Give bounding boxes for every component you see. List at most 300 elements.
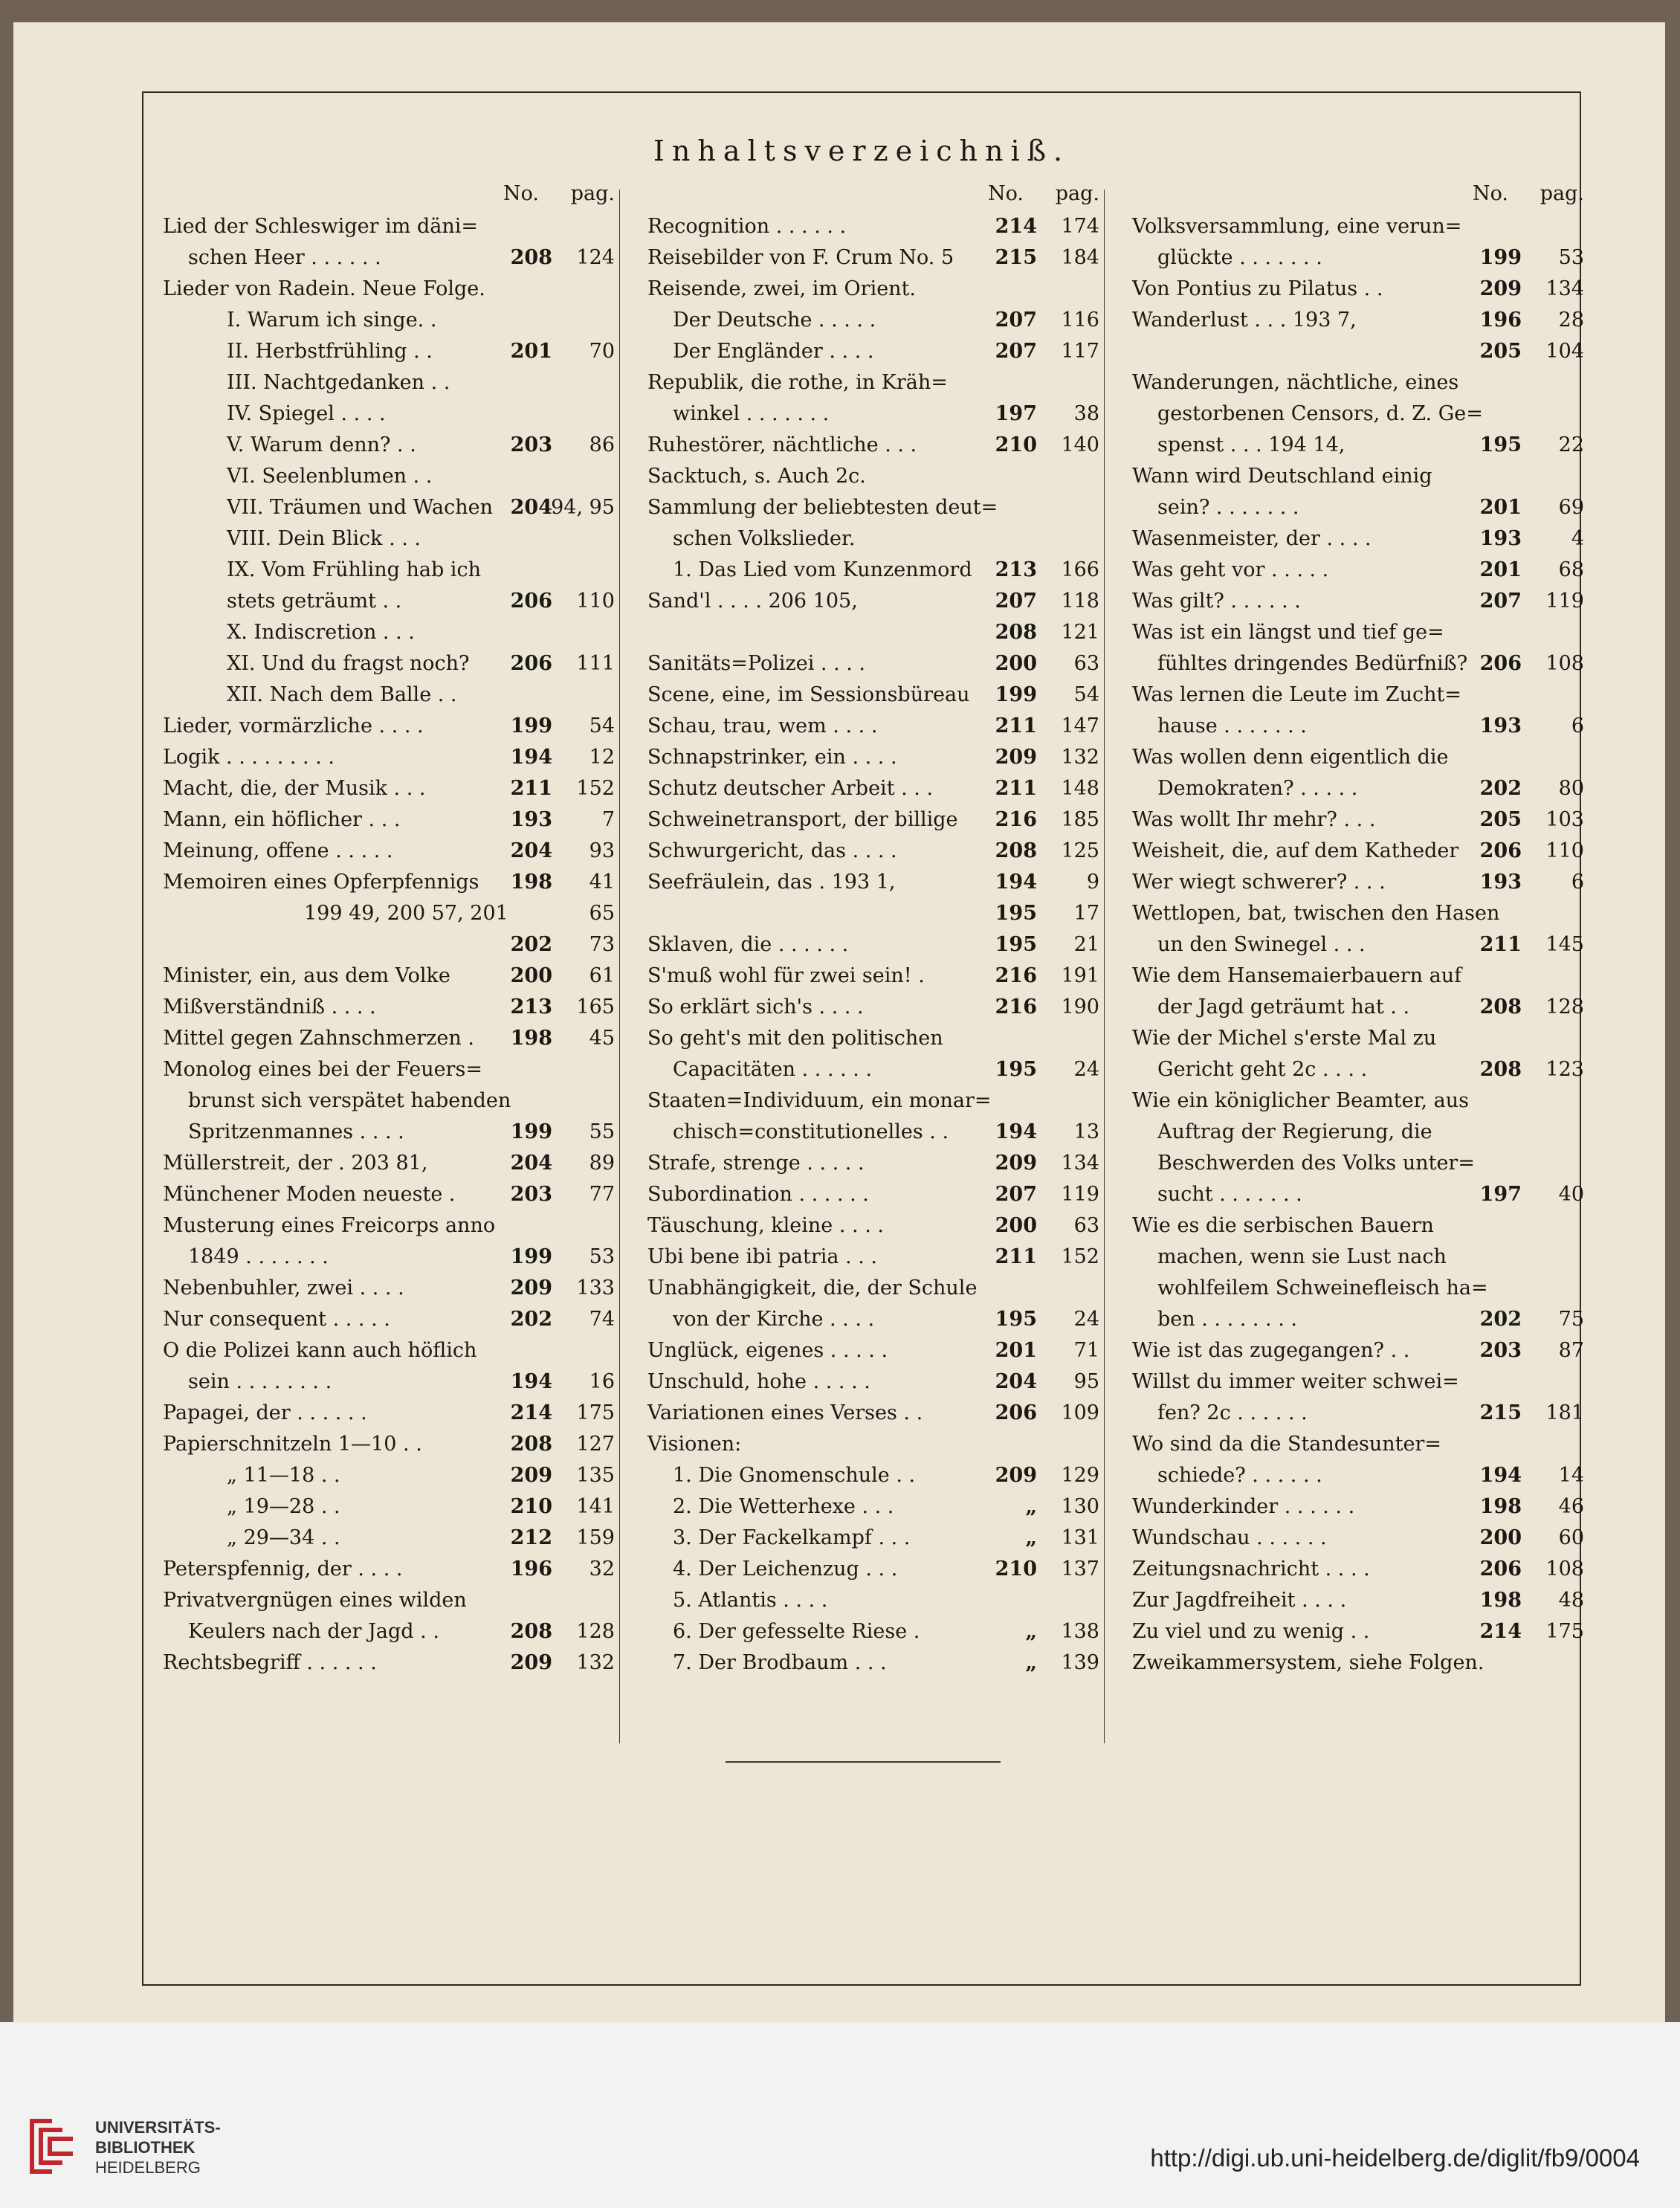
- entry-issue-number: 199: [1479, 246, 1522, 269]
- entry-title: stets geträumt . .: [227, 590, 402, 613]
- entry-page-number: 24: [1073, 1308, 1099, 1331]
- entry-title: Lieder von Radein. Neue Folge.: [163, 277, 485, 300]
- entry-issue-number: 201: [995, 1339, 1037, 1362]
- entry-title: Wer wiegt schwerer? . . .: [1132, 871, 1386, 894]
- index-entry: [1132, 1431, 1584, 1462]
- entry-title: VIII. Dein Blick . . .: [227, 527, 421, 550]
- entry-issue-number: „: [1025, 1620, 1037, 1643]
- entry-page-number: 69: [1558, 496, 1584, 519]
- entry-issue-number: 201: [510, 340, 552, 363]
- entry-page-number: 135: [576, 1464, 615, 1487]
- index-entry: [1132, 557, 1584, 588]
- index-entry: [647, 1556, 1099, 1587]
- entry-issue-number: 206: [510, 652, 552, 675]
- index-entry: [647, 869, 1099, 900]
- index-entry: [163, 463, 615, 494]
- index-entry: [1132, 432, 1584, 463]
- entry-issue-number: 198: [1479, 1589, 1522, 1612]
- entry-title: Visionen:: [647, 1433, 742, 1456]
- entry-title: Wie ist das zugegangen? . .: [1132, 1339, 1410, 1362]
- entry-issue-number: 211: [995, 1245, 1037, 1268]
- index-entry: [163, 1275, 615, 1306]
- index-entry: [1132, 213, 1584, 245]
- entry-title: XI. Und du fragst noch?: [227, 652, 470, 675]
- index-entry: [1132, 1088, 1584, 1119]
- entry-page-number: 137: [1061, 1557, 1099, 1581]
- header-pag: pag.: [1055, 182, 1099, 205]
- index-column-1: [163, 182, 615, 1681]
- entry-title: 5. Atlantis . . . .: [673, 1589, 828, 1612]
- entry-page-number: 134: [1061, 1152, 1099, 1175]
- entry-issue-number: 197: [995, 402, 1037, 425]
- index-column-2: [647, 182, 1099, 1681]
- entry-title: sucht . . . . . . .: [1157, 1183, 1302, 1206]
- index-entry: [163, 588, 615, 619]
- index-entry: [163, 1025, 615, 1056]
- library-name-line: HEIDELBERG: [95, 2158, 201, 2177]
- entry-issue-number: 215: [995, 246, 1037, 269]
- entry-page-number: 41: [589, 871, 615, 894]
- entry-title: 7. Der Brodbaum . . .: [673, 1651, 887, 1674]
- index-entry: [163, 1369, 615, 1400]
- index-entry: [1132, 401, 1584, 432]
- entry-title: Sand'l . . . . 206 105,: [647, 590, 858, 613]
- entry-page-number: 32: [589, 1557, 615, 1581]
- entry-issue-number: 208: [995, 621, 1037, 644]
- entry-page-number: 13: [1073, 1120, 1099, 1143]
- index-entry: [1132, 1275, 1584, 1306]
- entry-issue-number: 196: [510, 1557, 552, 1581]
- entry-title: Schutz deutscher Arbeit . . .: [647, 777, 934, 800]
- index-entry: [163, 1618, 615, 1650]
- entry-page-number: 132: [576, 1651, 615, 1674]
- index-column-3: [1132, 182, 1584, 1681]
- index-entry: [163, 1337, 615, 1369]
- index-entry: [163, 338, 615, 369]
- library-footer: [0, 2022, 1680, 2208]
- index-entry: [1132, 1525, 1584, 1556]
- entry-issue-number: 194: [995, 871, 1037, 894]
- index-entry: [163, 869, 615, 900]
- entry-page-number: 6: [1571, 871, 1584, 894]
- entry-page-number: 103: [1545, 808, 1584, 831]
- entry-title: 6. Der gefesselte Riese .: [673, 1620, 920, 1643]
- index-entry: [163, 651, 615, 682]
- index-entry: [163, 1213, 615, 1244]
- index-entry: [1132, 369, 1584, 401]
- entry-page-number: 165: [576, 995, 615, 1019]
- entry-issue-number: 198: [510, 1027, 552, 1050]
- index-entry: [647, 588, 1099, 619]
- index-entry: [647, 1181, 1099, 1213]
- entry-page-number: 75: [1558, 1308, 1584, 1331]
- entry-title: I. Warum ich singe. .: [227, 309, 437, 332]
- index-entry: [163, 807, 615, 838]
- index-entry: [1132, 744, 1584, 775]
- entry-title: Musterung eines Freicorps anno: [163, 1214, 496, 1237]
- entry-title: Mißverständniß . . . .: [163, 995, 376, 1019]
- entry-title: Zu viel und zu wenig . .: [1132, 1620, 1370, 1643]
- entry-title: Recognition . . . . . .: [647, 215, 847, 238]
- entry-issue-number: 203: [510, 433, 552, 456]
- entry-issue-number: 207: [1479, 590, 1522, 613]
- entry-page-number: 184: [1061, 246, 1099, 269]
- entry-title: spenst . . . 194 14,: [1157, 433, 1345, 456]
- index-entry: [1132, 1556, 1584, 1587]
- header-no: No.: [503, 182, 539, 205]
- page-title: Inhaltsverzeichniß.: [653, 135, 1070, 167]
- entry-issue-number: 216: [995, 964, 1037, 987]
- index-entry: [163, 1306, 615, 1337]
- entry-page-number: 93: [589, 839, 615, 862]
- entry-title: un den Swinegel . . .: [1157, 933, 1366, 956]
- entry-issue-number: 214: [995, 215, 1037, 238]
- entry-page-number: 175: [1545, 1620, 1584, 1643]
- entry-title: Wo sind da die Standesunter=: [1132, 1433, 1442, 1456]
- entry-issue-number: 206: [1479, 652, 1522, 675]
- entry-issue-number: 215: [1479, 1401, 1522, 1424]
- entry-title: Wanderungen, nächtliche, eines: [1132, 371, 1459, 394]
- entry-title: XII. Nach dem Balle . .: [227, 683, 457, 706]
- index-entry: [163, 1650, 615, 1681]
- entry-title: „ 19—28 . .: [227, 1495, 340, 1518]
- entry-page-number: 45: [589, 1027, 615, 1050]
- entry-title: So erklärt sich's . . . .: [647, 995, 864, 1019]
- entry-title: hause . . . . . . .: [1157, 714, 1307, 737]
- index-entry: [1132, 494, 1584, 526]
- entry-title: machen, wenn sie Lust nach: [1157, 1245, 1447, 1268]
- entry-page-number: 152: [1061, 1245, 1099, 1268]
- entry-page-number: 24: [1073, 1058, 1099, 1081]
- entry-issue-number: „: [1025, 1495, 1037, 1518]
- index-entry: [647, 838, 1099, 869]
- index-entry: [647, 1119, 1099, 1150]
- entry-title: Lieder, vormärzliche . . . .: [163, 714, 424, 737]
- index-entry: [647, 1525, 1099, 1556]
- entry-issue-number: 208: [1479, 1058, 1522, 1081]
- entry-issue-number: 210: [510, 1495, 552, 1518]
- entry-page-number: 86: [589, 433, 615, 456]
- index-entry: [1132, 1119, 1584, 1150]
- entry-issue-number: 193: [1479, 871, 1522, 894]
- entry-page-number: 109: [1061, 1401, 1099, 1424]
- entry-title: Was ist ein längst und tief ge=: [1132, 621, 1444, 644]
- library-logo-icon: [16, 2113, 83, 2180]
- entry-page-number: 128: [1545, 995, 1584, 1019]
- entry-page-number: 9: [1086, 871, 1099, 894]
- entry-issue-number: 196: [1479, 309, 1522, 332]
- entry-issue-number: 199: [510, 1245, 552, 1268]
- index-entry: [1132, 1618, 1584, 1650]
- index-entry: [1132, 1494, 1584, 1525]
- entry-page-number: 123: [1545, 1058, 1584, 1081]
- entry-issue-number: 201: [1479, 558, 1522, 581]
- index-entry: [1132, 1213, 1584, 1244]
- entry-issue-number: 207: [995, 1183, 1037, 1206]
- entry-page-number: 53: [1558, 246, 1584, 269]
- entry-title: 1. Das Lied vom Kunzenmord: [673, 558, 972, 581]
- index-entry: [647, 651, 1099, 682]
- entry-title: Der Deutsche . . . . .: [673, 309, 876, 332]
- entry-title: Spritzenmannes . . . .: [188, 1120, 404, 1143]
- index-entry: [647, 1494, 1099, 1525]
- index-entry: [163, 963, 615, 994]
- entry-title: Wie dem Hansemaierbauern auf: [1132, 964, 1462, 987]
- entry-title: S'muß wohl für zwei sein! .: [647, 964, 925, 987]
- entry-page-number: 124: [576, 246, 615, 269]
- entry-title: wohlfeilem Schweinefleisch ha=: [1157, 1276, 1488, 1300]
- entry-title: Sammlung der beliebtesten deut=: [647, 496, 998, 519]
- entry-issue-number: 200: [995, 1214, 1037, 1237]
- entry-issue-number: 202: [1479, 1308, 1522, 1331]
- entry-issue-number: 209: [510, 1651, 552, 1674]
- entry-title: 3. Der Fackelkampf . . .: [673, 1526, 911, 1549]
- column-header: [163, 182, 615, 213]
- entry-title: 2. Die Wetterhexe . . .: [673, 1495, 894, 1518]
- index-entry: [647, 1025, 1099, 1056]
- entry-title: Unglück, eigenes . . . . .: [647, 1339, 888, 1362]
- entry-issue-number: 209: [995, 1152, 1037, 1175]
- entry-title: Wanderlust . . . 193 7,: [1132, 309, 1357, 332]
- library-name-line: BIBLIOTHEK: [95, 2138, 196, 2157]
- entry-title: Ubi bene ibi patria . . .: [647, 1245, 877, 1268]
- index-entry: [647, 744, 1099, 775]
- entry-title: Privatvergnügen eines wilden: [163, 1589, 467, 1612]
- entry-title: Sacktuch, s. Auch 2c.: [647, 465, 866, 488]
- index-entry: [1132, 307, 1584, 338]
- entry-title: Wie der Michel s'erste Mal zu: [1132, 1027, 1437, 1050]
- entry-title: Sklaven, die . . . . . .: [647, 933, 849, 956]
- entry-title: VII. Träumen und Wachen: [227, 496, 493, 519]
- entry-title: Memoiren eines Opferpfennigs: [163, 871, 479, 894]
- entry-title: Zweikammersystem, siehe Folgen.: [1132, 1651, 1484, 1674]
- entry-issue-number: 204: [510, 1152, 552, 1175]
- entry-issue-number: 197: [1479, 1183, 1522, 1206]
- entry-page-number: 147: [1061, 714, 1099, 737]
- entry-page-number: 63: [1073, 652, 1099, 675]
- entry-page-number: 46: [1558, 1495, 1584, 1518]
- entry-title: Beschwerden des Volks unter=: [1157, 1152, 1475, 1175]
- entry-page-number: 132: [1061, 746, 1099, 769]
- entry-title: Weisheit, die, auf dem Katheder: [1132, 839, 1459, 862]
- entry-title: X. Indiscretion . . .: [227, 621, 415, 644]
- index-entry: [647, 557, 1099, 588]
- entry-page-number: 61: [589, 964, 615, 987]
- entry-title: Papagei, der . . . . . .: [163, 1401, 367, 1424]
- index-entry: [647, 494, 1099, 526]
- entry-title: II. Herbstfrühling . .: [227, 340, 433, 363]
- entry-title: Reisende, zwei, im Orient.: [647, 277, 917, 300]
- entry-title: Capacitäten . . . . . .: [673, 1058, 873, 1081]
- entry-page-number: 130: [1061, 1495, 1099, 1518]
- entry-title: Zeitungsnachricht . . . .: [1132, 1557, 1370, 1581]
- entry-page-number: 68: [1558, 558, 1584, 581]
- index-entry: [163, 1525, 615, 1556]
- entry-title: Papierschnitzeln 1—10 . .: [163, 1433, 422, 1456]
- index-entry: [1132, 1462, 1584, 1494]
- index-entry: [163, 1587, 615, 1618]
- entry-page-number: 181: [1545, 1401, 1584, 1424]
- entry-issue-number: 195: [995, 1058, 1037, 1081]
- index-entry: [647, 1369, 1099, 1400]
- entry-title: IV. Spiegel . . . .: [227, 402, 386, 425]
- entry-issue-number: 216: [995, 995, 1037, 1019]
- entry-issue-number: 207: [995, 309, 1037, 332]
- entry-page-number: 17: [1073, 902, 1099, 925]
- index-entry: [163, 619, 615, 651]
- index-entry: [647, 619, 1099, 651]
- entry-issue-number: 201: [1479, 496, 1522, 519]
- entry-title: Republik, die rothe, in Kräh=: [647, 371, 948, 394]
- index-entry: [163, 744, 615, 775]
- entry-page-number: 116: [1061, 309, 1099, 332]
- index-entry: [1132, 276, 1584, 307]
- entry-issue-number: 210: [995, 433, 1037, 456]
- index-entry: [163, 369, 615, 401]
- entry-page-number: 80: [1558, 777, 1584, 800]
- entry-issue-number: 204: [510, 839, 552, 862]
- entry-page-number: 4: [1571, 527, 1584, 550]
- entry-issue-number: 209: [510, 1464, 552, 1487]
- library-name-line: UNIVERSITÄTS-: [95, 2118, 221, 2137]
- index-entry: [163, 1431, 615, 1462]
- index-entry: [647, 1400, 1099, 1431]
- entry-issue-number: 213: [510, 995, 552, 1019]
- entry-issue-number: 212: [510, 1526, 552, 1549]
- entry-title: Was lernen die Leute im Zucht=: [1132, 683, 1461, 706]
- entry-page-number: 14: [1558, 1464, 1584, 1487]
- entry-page-number: 94, 95: [551, 496, 615, 519]
- index-entry: [1132, 588, 1584, 619]
- entry-page-number: 60: [1558, 1526, 1584, 1549]
- entry-title: Auftrag der Regierung, die: [1157, 1120, 1432, 1143]
- entry-page-number: 74: [589, 1308, 615, 1331]
- index-entry: [647, 1337, 1099, 1369]
- entry-issue-number: 202: [1479, 777, 1522, 800]
- entry-page-number: 133: [576, 1276, 615, 1300]
- entry-issue-number: 200: [510, 964, 552, 987]
- entry-title: Müllerstreit, der . 203 81,: [163, 1152, 428, 1175]
- entry-page-number: 110: [1545, 839, 1584, 862]
- index-entry: [1132, 838, 1584, 869]
- entry-title: Was wollen denn eigentlich die: [1132, 746, 1449, 769]
- entry-issue-number: 206: [995, 1401, 1037, 1424]
- entry-page-number: 152: [576, 777, 615, 800]
- entry-title: Mittel gegen Zahnschmerzen .: [163, 1027, 474, 1050]
- index-entry: [647, 900, 1099, 932]
- entry-title: O die Polizei kann auch höflich: [163, 1339, 477, 1362]
- entry-title: Wunderkinder . . . . . .: [1132, 1495, 1355, 1518]
- entry-page-number: 121: [1061, 621, 1099, 644]
- entry-issue-number: 208: [510, 246, 552, 269]
- index-entry: [163, 775, 615, 807]
- entry-title: Was wollt Ihr mehr? . . .: [1132, 808, 1376, 831]
- entry-title: Keulers nach der Jagd . .: [188, 1620, 439, 1643]
- index-entry: [647, 432, 1099, 463]
- index-entry: [1132, 1337, 1584, 1369]
- entry-page-number: 21: [1073, 933, 1099, 956]
- entry-issue-number: 208: [995, 839, 1037, 862]
- entry-title: 1849 . . . . . . .: [188, 1245, 329, 1268]
- entry-page-number: 145: [1545, 933, 1584, 956]
- index-entry: [647, 369, 1099, 401]
- entry-page-number: 71: [1073, 1339, 1099, 1362]
- index-entry: [163, 1244, 615, 1275]
- entry-issue-number: 213: [995, 558, 1037, 581]
- entry-title: Willst du immer weiter schwei=: [1132, 1370, 1459, 1393]
- entry-issue-number: 216: [995, 808, 1037, 831]
- entry-title: „ 29—34 . .: [227, 1526, 340, 1549]
- index-entry: [647, 463, 1099, 494]
- header-pag: pag.: [1540, 182, 1584, 205]
- source-url-link[interactable]: http://digi.ub.uni-heidelberg.de/diglit/fb9/0004: [1150, 2144, 1640, 2172]
- entry-title: Monolog eines bei der Feuers=: [163, 1058, 482, 1081]
- page-frame: [142, 91, 1584, 1986]
- entry-title: Wann wird Deutschland einig: [1132, 465, 1432, 488]
- entry-issue-number: 208: [1479, 995, 1522, 1019]
- entry-title: Subordination . . . . . .: [647, 1183, 869, 1206]
- entry-title: So geht's mit den politischen: [647, 1027, 943, 1050]
- entry-page-number: 63: [1073, 1214, 1099, 1237]
- entry-page-number: 148: [1061, 777, 1099, 800]
- index-entry: [163, 994, 615, 1025]
- entry-title: V. Warum denn? . .: [227, 433, 416, 456]
- index-entry: [1132, 1150, 1584, 1181]
- entry-title: Scene, eine, im Sessionsbüreau: [647, 683, 970, 706]
- index-entry: [163, 1462, 615, 1494]
- index-entry: [647, 1244, 1099, 1275]
- entry-issue-number: 205: [1479, 808, 1522, 831]
- index-entry: [163, 1056, 615, 1088]
- index-entry: [1132, 1587, 1584, 1618]
- entry-issue-number: 199: [995, 683, 1037, 706]
- header-pag: pag.: [570, 182, 615, 205]
- entry-issue-number: 203: [510, 1183, 552, 1206]
- entry-page-number: 127: [576, 1433, 615, 1456]
- entry-page-number: 6: [1571, 714, 1584, 737]
- index-entry: [1132, 1025, 1584, 1056]
- index-entry: [647, 1618, 1099, 1650]
- entry-issue-number: 205: [1479, 340, 1522, 363]
- entry-page-number: 111: [576, 652, 615, 675]
- entry-title: chisch=constitutionelles . .: [673, 1120, 949, 1143]
- entry-title: Wasenmeister, der . . . .: [1132, 527, 1372, 550]
- entry-page-number: 191: [1061, 964, 1099, 987]
- entry-page-number: 129: [1061, 1464, 1099, 1487]
- entry-issue-number: 211: [510, 777, 552, 800]
- entry-title: Lied der Schleswiger im däni=: [163, 215, 478, 238]
- entry-issue-number: 211: [995, 777, 1037, 800]
- entry-page-number: 108: [1545, 652, 1584, 675]
- entry-title: winkel . . . . . . .: [673, 402, 830, 425]
- index-entry: [1132, 1181, 1584, 1213]
- entry-title: Der Engländer . . . .: [673, 340, 874, 363]
- entry-issue-number: 194: [510, 1370, 552, 1393]
- entry-title: Peterspfennig, der . . . .: [163, 1557, 403, 1581]
- entry-issue-number: 211: [995, 714, 1037, 737]
- index-entry: [647, 213, 1099, 245]
- entry-page-number: 53: [589, 1245, 615, 1268]
- index-entry: [647, 1431, 1099, 1462]
- entry-title: Variationen eines Verses . .: [647, 1401, 923, 1424]
- entry-issue-number: 195: [1479, 433, 1522, 456]
- entry-page-number: 54: [1073, 683, 1099, 706]
- entry-title: 199 49, 200 57, 201: [304, 902, 508, 925]
- entry-page-number: 95: [1073, 1370, 1099, 1393]
- entry-title: III. Nachtgedanken . .: [227, 371, 450, 394]
- entry-page-number: 77: [589, 1183, 615, 1206]
- entry-page-number: 28: [1558, 309, 1584, 332]
